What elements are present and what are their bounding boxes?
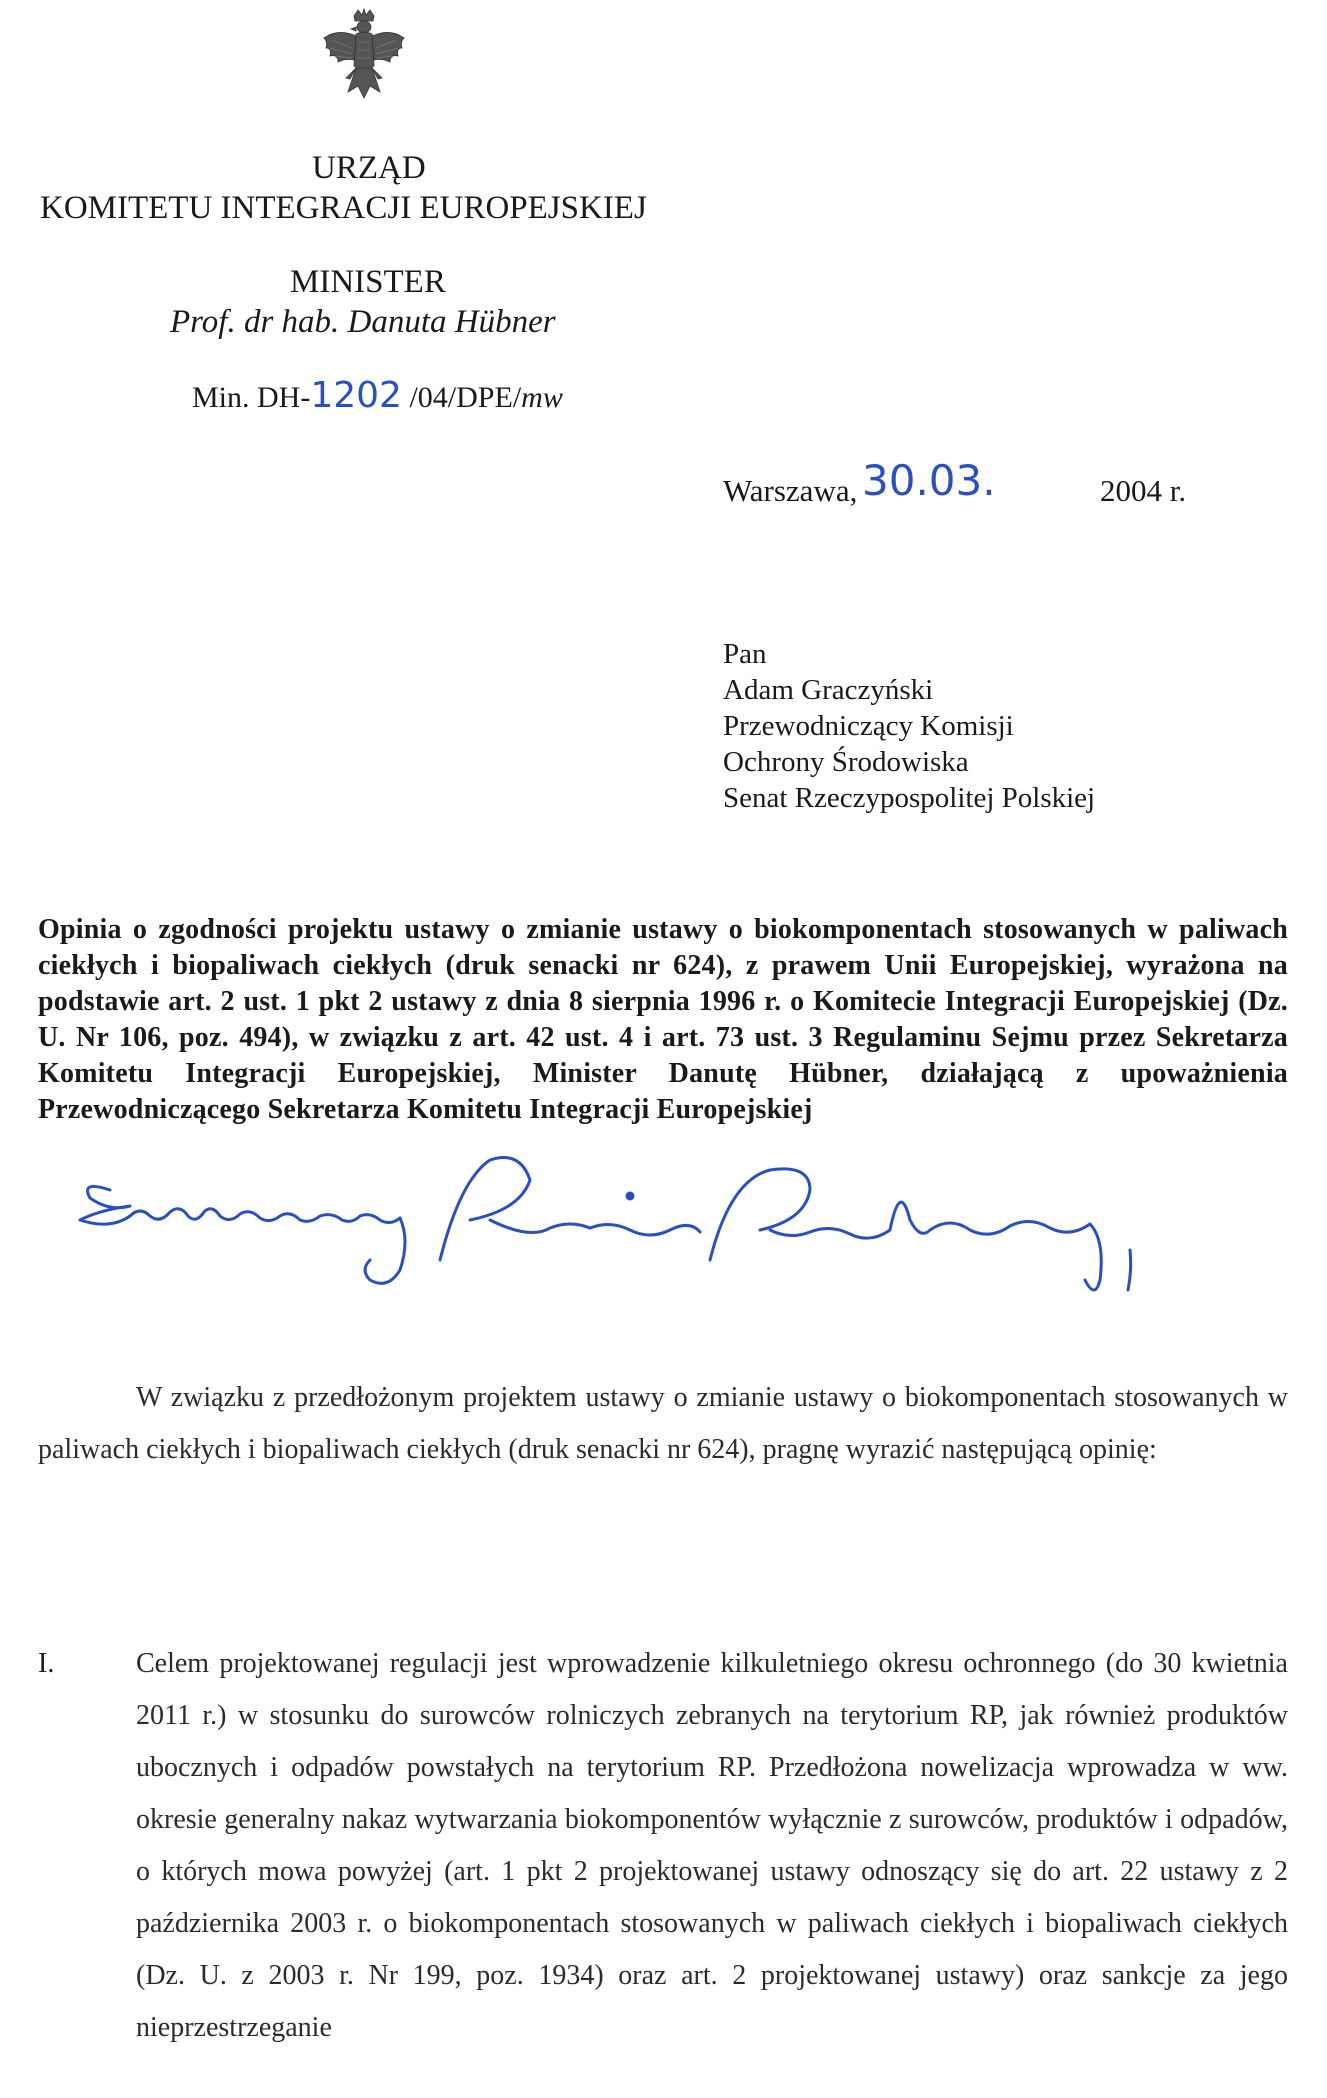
- reference-handwritten-number: 1202: [310, 375, 402, 416]
- minister-name: Prof. dr hab. Danuta Hübner: [170, 304, 556, 340]
- reference-number: [192, 376, 563, 418]
- date-city: Warszawa,: [723, 473, 858, 508]
- handwritten-signature-icon: [70, 1120, 1160, 1320]
- office-name-line1: URZĄD: [312, 150, 426, 186]
- date-year: 2004 r.: [1100, 473, 1187, 508]
- addressee-line: Pan: [723, 638, 767, 670]
- reference-prefix: Min. DH-: [192, 381, 311, 414]
- opinion-item-text: Celem projektowanej regulacji jest wprowadzenie kilkuletniego okresu ochronnego (do 30 kwietnia 2011 r.) w stosunku do surowców rolniczych zebranych na terytorium RP, jak również produktów ubocznych i odpadów powstałych na terytorium RP. Przedłożona nowelizacja wprowadza w ww. okresie generalny nakaz wytwarzania biokomponentów wyłącznie z surowców, produktów i odpadów, o których mowa powyżej (art. 1 pkt 2 projektowanej ustawy odnoszący się do art. 22 ustawy z 2 października 2003 r. o biokomponentach stosowanych w paliwach ciekłych i biopaliwach ciekłych (Dz. U. z 2003 r. Nr 199, poz. 1934) oraz art. 2 projektowanej ustawy) oraz sankcje za jego nieprzestrzeganie: [136, 1648, 1288, 2043]
- polish-eagle-emblem-icon: [318, 8, 410, 108]
- reference-suffix: mw: [521, 381, 563, 414]
- opinion-item-number: I.: [38, 1648, 55, 1679]
- office-name-line2: KOMITETU INTEGRACJI EUROPEJSKIEJ: [40, 190, 647, 226]
- addressee-line: Adam Graczyński: [723, 674, 934, 706]
- addressee-block: [723, 636, 1095, 816]
- subject-heading: Opinia o zgodności projektu ustawy o zmianie ustawy o biokomponentach stosowanych w paliwach ciekłych i biopaliwach ciekłych (druk senacki nr 624), z prawem Unii Europejskiej, wyrażona na podstawie art. 2 ust. 1 pkt 2 ustawy z dnia 8 sierpnia 1996 r. o Komitecie Integracji Europejskiej (Dz. U. Nr 106, poz. 494), w związku z art. 42 ust. 4 i art. 73 ust. 3 Regulaminu Sejmu przez Sekretarza Komitetu Integracji Europejskiej, Minister Danutę Hübner, działającą z upoważnienia Przewodniczącego Sekretarza Komitetu Integracji Europejskiej: [38, 914, 1288, 1125]
- reference-middle: /04/DPE/: [401, 381, 522, 414]
- minister-title: MINISTER: [290, 264, 446, 300]
- addressee-line: Senat Rzeczypospolitej Polskiej: [723, 782, 1096, 814]
- date-handwritten-day: 30.03.: [862, 456, 996, 505]
- opinion-intro-paragraph: W związku z przedłożonym projektem ustawy o zmianie ustawy o biokomponentach stosowanych w paliwach ciekłych i biopaliwach ciekłych (druk senacki nr 624), pragnę wyrazić następującą opinię:: [38, 1382, 1288, 1465]
- addressee-line: Ochrony Środowiska: [723, 746, 969, 778]
- addressee-line: Przewodniczący Komisji: [723, 710, 1014, 742]
